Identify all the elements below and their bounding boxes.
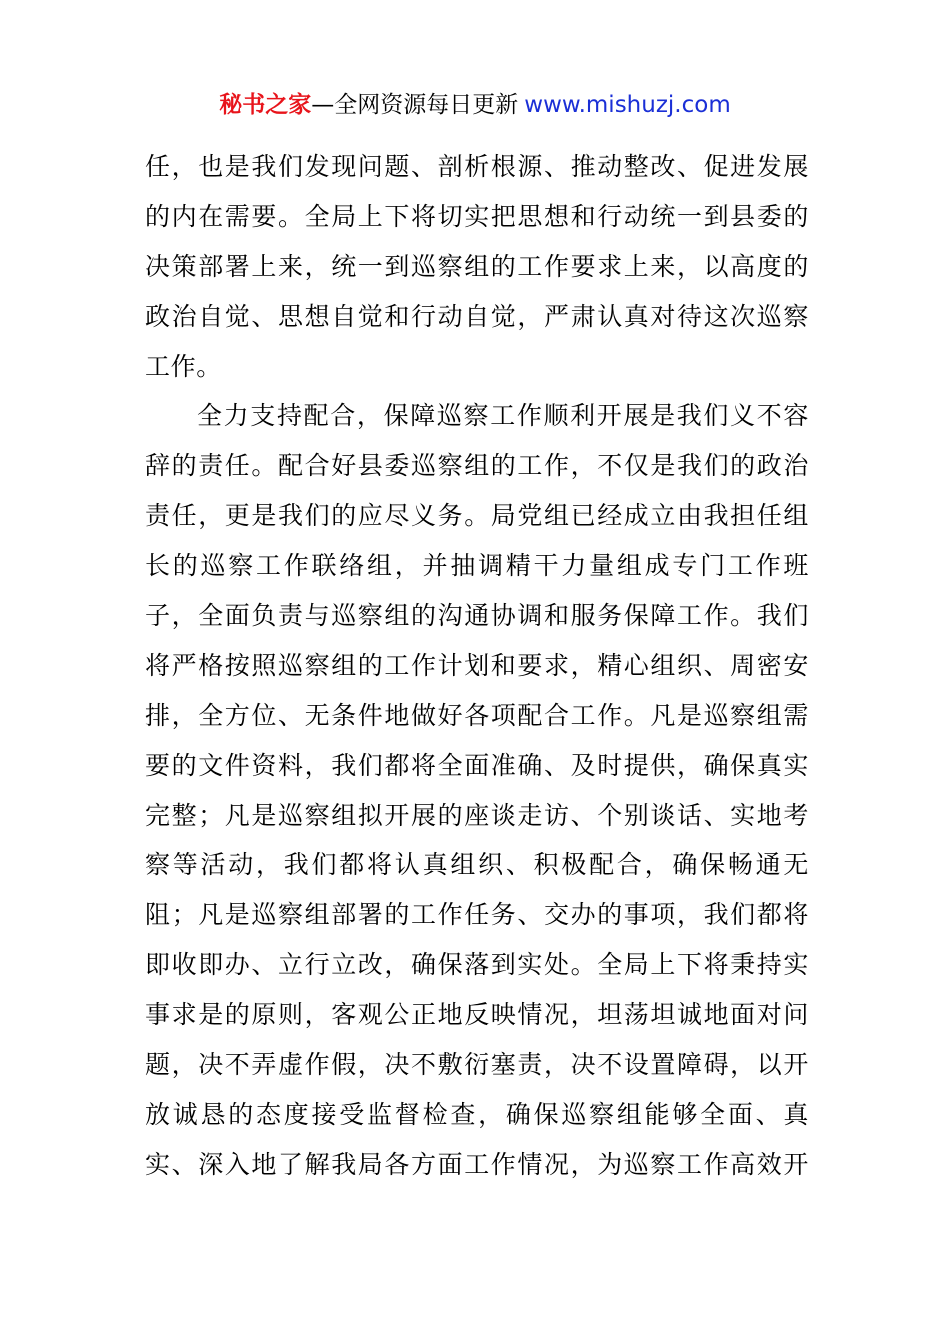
text-line: 子，全面负责与巡察组的沟通协调和服务保障工作。我们 [145, 601, 809, 631]
text-line: 实、深入地了解我局各方面工作情况，为巡察工作高效开 [145, 1149, 809, 1179]
site-header [0, 88, 950, 122]
document-body [145, 142, 809, 1190]
text-line: 决策部署上来，统一到巡察组的工作要求上来，以高度的 [145, 251, 809, 281]
text-line: 排，全方位、无条件地做好各项配合工作。凡是巡察组需 [145, 700, 809, 730]
text-line: 政治自觉、思想自觉和行动自觉，严肃认真对待这次巡察 [145, 301, 809, 331]
text-line: 辞的责任。配合好县委巡察组的工作，不仅是我们的政治 [145, 451, 809, 481]
text-line: 要的文件资料，我们都将全面准确、及时提供，确保真实 [145, 750, 809, 780]
text-line: 的内在需要。全局上下将切实把思想和行动统一到县委的 [145, 201, 809, 231]
site-brand: 秘书之家 [219, 92, 312, 118]
text-line: 将严格按照巡察组的工作计划和要求，精心组织、周密安 [145, 650, 809, 680]
text-line: 责任，更是我们的应尽义务。局党组已经成立由我担任组 [145, 501, 809, 531]
site-url[interactable]: www.mishuzj.com [524, 92, 731, 118]
text-line: 阻；凡是巡察组部署的工作任务、交办的事项，我们都将 [145, 900, 809, 930]
text-line: 工作。 [145, 351, 222, 381]
text-line: 察等活动，我们都将认真组织、积极配合，确保畅通无 [145, 850, 809, 880]
paragraph-first-line: 全力支持配合，保障巡察工作顺利开展是我们义不容 [197, 401, 809, 431]
text-line: 完整；凡是巡察组拟开展的座谈走访、个别谈话、实地考 [145, 800, 809, 830]
text-line: 题，决不弄虚作假，决不敷衍塞责，决不设置障碍，以开 [145, 1050, 809, 1080]
text-line: 任，也是我们发现问题、剖析根源、推动整改、促进发展 [145, 152, 809, 181]
text-line: 放诚恳的态度接受监督检查，确保巡察组能够全面、真 [145, 1099, 809, 1129]
text-line: 即收即办、立行立改，确保落到实处。全局上下将秉持实 [145, 950, 809, 980]
site-tagline: —全网资源每日更新 [311, 92, 519, 118]
text-line: 长的巡察工作联络组，并抽调精干力量组成专门工作班 [145, 551, 809, 581]
text-line: 事求是的原则，客观公正地反映情况，坦荡坦诚地面对问 [145, 1000, 809, 1030]
